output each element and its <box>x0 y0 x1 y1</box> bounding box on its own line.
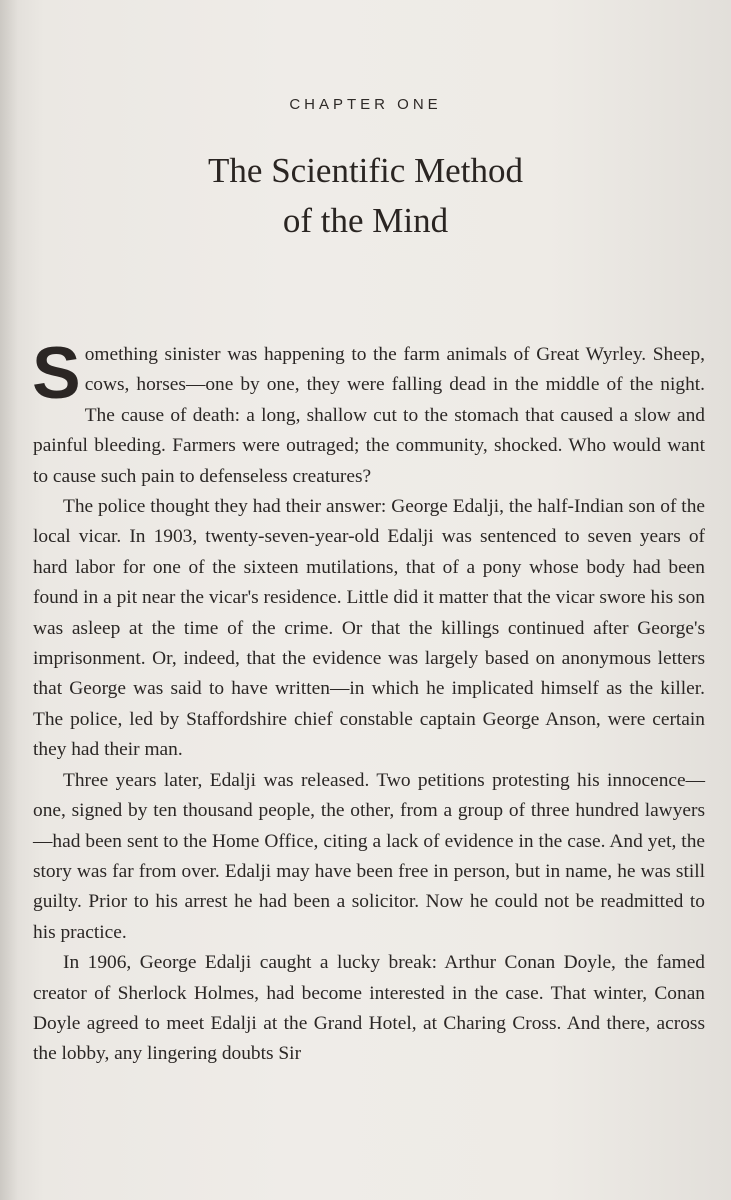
paragraph-3: Three years later, Edalji was released. Two petitions protesting his innocence—one, signed by ten thousand people, the other, from a group of three hundred lawyers—had been sent to the Home Office, citing a lack of evidence in the case. And yet, the story was far from over. Edalji may have been free in person, but in name, he was still guilty. Prior to his arrest he had been a solicitor. Now he could not be readmitted to his practice. <box>33 769 705 943</box>
chapter-title-line-1: The Scientific Method <box>208 151 523 190</box>
paragraph-1 <box>32 333 705 492</box>
paragraph-2: The police thought they had their answer: George Edalji, the half-Indian son of the local vicar. In 1903, twenty-seven-year-old Edalji was sentenced to seven years of hard labor for one of the sixteen mutilations, that of a pony whose body had been found in a pit near the vicar's residence. Little did it matter that the vicar swore his son was asleep at the time of the crime. Or that the killings continued after George's imprisonment. Or, indeed, that the evidence was largely based on anonymous letters that George was said to have written—in which he implicated himself as the killer. The police, led by Staffordshire chief constable captain George Anson, were certain they had their man. <box>33 496 705 761</box>
chapter-label: CHAPTER ONE <box>289 96 442 113</box>
paragraph-1-text: omething sinister was happening to the farm animals of Great Wyrley. Sheep, cows, horses—one by one, they were falling dead in the middle of the night. The cause of death: a long, shallow cut to the stomach that caused a slow and painful bleeding. Farmers were outraged; the community, shocked. Who would want to cause such pain to defenseless creatures? <box>33 344 705 487</box>
chapter-title-line-2: of the Mind <box>282 201 449 240</box>
drop-cap: S <box>32 333 81 414</box>
paragraph-4: In 1906, George Edalji caught a lucky break: Arthur Conan Doyle, the famed creator of Sherlock Holmes, had become interested in the case. That winter, Conan Doyle agreed to meet Edalji at the Grand Hotel, at Charing Cross. And there, across the lobby, any lingering doubts Sir <box>33 952 705 1065</box>
chapter-title <box>0 146 731 246</box>
chapter-body <box>32 333 705 1070</box>
